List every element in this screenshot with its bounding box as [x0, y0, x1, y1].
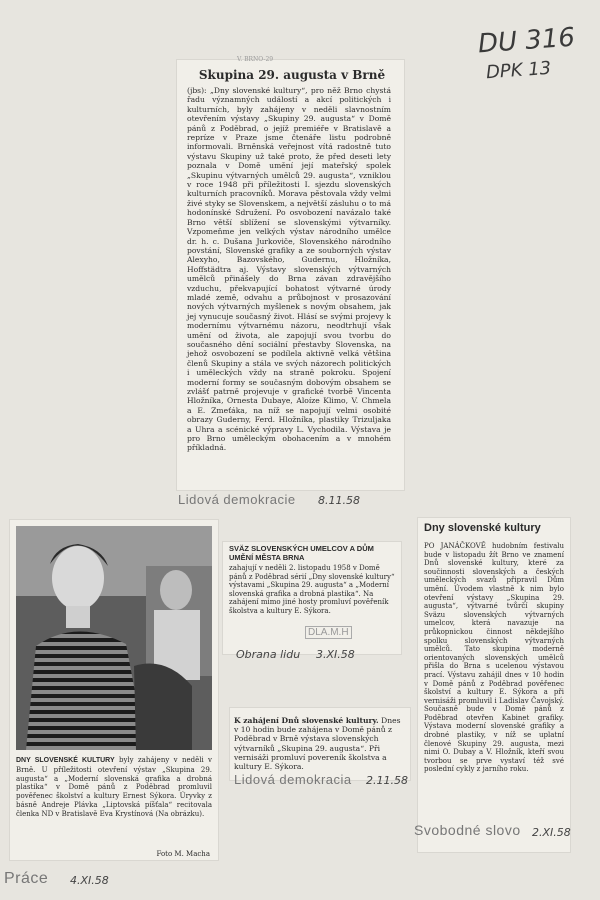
- source-date-obrana: 3.XI.58: [316, 648, 355, 661]
- article-title: Skupina 29. augusta v Brně: [198, 68, 386, 82]
- article-body: zahajují v neděli 2. listopadu 1958 v Domě pánů z Poděbrad sérií „Dny slovenské kultury“ výstavami „Skupina 29. augusta“ a „Moderní slovenská grafika a drobná plastika“. Na zahájení mimo jiné hosty promluví pověřeník školstva a kultury E. Sýkora.: [229, 564, 397, 615]
- archive-note-1: DU 316: [477, 22, 576, 60]
- library-stamp: DLA.M.H: [305, 626, 352, 639]
- source-date-1: 8.11.58: [318, 494, 360, 507]
- source-lidova-demokracia: Lidová demokracia: [234, 772, 352, 787]
- article-dny-kultury: [418, 518, 570, 852]
- photo-article-clip: [10, 520, 218, 860]
- article-zahajeni: [230, 708, 410, 780]
- source-lidova-demokracie: Lidová demokracie: [178, 492, 296, 507]
- source-date-svobodne: 2.XI.58: [532, 826, 571, 839]
- caption-text: byly zahájeny v neděli v Brně. U příležitosti otevření výstav „Skupina 29. augusta“ a „Moderní slovenská grafika a drobná plastika“ v Domě pánů z Poděbrad promluvil pověřenec školství a kultury Ernest Sýkora. Úryvky z básně Andreje Plávka „Liptovská píšťala“ recitovala členka ND v Bratislavě Eva Krystínová (Na obrázku).: [16, 756, 215, 818]
- photo-caption: [16, 756, 215, 856]
- source-obrana-lidu: Obrana lidu: [236, 648, 301, 661]
- article-lead: K zahájení Dnů slovenské kultury.: [234, 716, 379, 725]
- source-date-zahajeni: 2.11.58: [366, 774, 408, 787]
- source-date-prace: 4.XI.58: [70, 874, 109, 887]
- article-text: Dnes v 10 hodin bude zahájena v Domě pánů z Poděbrad v Brně výstava slovenských výtvarníků „Skupina 29. augusta“. Při vernisáži promluví povereník školstva a kultury E. Sýkora.: [234, 716, 403, 772]
- woman-portrait-photo: [16, 526, 212, 750]
- caption-lead: DNY SLOVENSKÉ KULTURY: [16, 757, 115, 764]
- article-body: PO JANÁČKOVĚ hudobním festivalu bude v listopadu žít Brno ve znamení Dnů slovenské kultury, které za součinnosti slovenských a českých uměleckých svazů připravil Dům umění. Úvodem vlastně k nim bylo otevření výstavy „Skupina 29. augusta“, výtvarné tvůrčí skupiny Sväzu slovenských výtvarných umelcov, která navazuje na průkopnickou činnost někdejšího spolku slovenských výtvarných umělců. Tato skupina moderně orientovaných slovenských umělců přišla do Brna s ucelenou výstavou prací. Výstavu zahájil dnes v 10 hodin v Domě pánů z Poděbrad pověřenec školství a kultury E. Sýkora a při vernisáži promluvil i Ladislav Čavojský. Současně bude v Domě pánů z Poděbrad otevřen Kabinet grafiky. Výstava moderní slovenské grafiky a drobné plastiky, v níž se uplatní členové Skupiny 29. augusta, mezi nimi O. Dubay a V. Hložník, kteří svou tvorbou se prve vystaví též své poslední cykly z jarního roku.: [424, 542, 567, 774]
- article-svaz-umelcov: [223, 542, 401, 654]
- clipping-header-scrap: V. BRNO-29: [237, 56, 274, 63]
- archive-note-2: DPK 13: [485, 57, 552, 84]
- article-skupina-v-brne: [177, 56, 404, 490]
- article-headline: SVÄZ SLOVENSKÝCH UMELCOV A DŮM UMĚNÍ MĚSTA BRNA: [229, 544, 374, 562]
- photo-credit: Foto M. Macha: [156, 850, 210, 858]
- source-svobodne-slovo: Svobodné slovo: [414, 822, 521, 838]
- article-body: (jbs): „Dny slovenské kultury“, pro něž Brno chystá řadu významných událostí a akcí politických i kulturních, byly zahájeny v neděli slavnostním otevřením výstavy „Skupiny 29. augusta“ v Domě pánů z Poděbrad, o jejíž premiéře v Bratislavě a repríze v Praze jsme čtenáře listu podrobně informovali. Brněnská veřejnost vítá radostně tuto výstavu Skupiny už také proto, že před deseti lety poznala v Domě umění její mateřský spolek „Skupinu výtvarných umělců 29. augusta“, vzniklou v roce 1948 při příležitosti I. sjezdu slovenských kulturních pracovníků. Morava pěstovala vždy velmi živé styky se Slovenskem, a největší zásluhu o to má hodonínské Sdružení. Po osvobození navázalo také Brno větší sblížení se slovenskými výtvarníky. Vzpomeňme jen velkých výstav národního umělce dr. h. c. Dušana Jurkoviče, Slovenského národního povstání, Slovenské grafiky a ze souborných výstav Alexyho, Bazovského, Gudernu, Hložníka, Hoffstädtra aj. Výstavy slovenských výtvarných umělců přinášely do Brna závan zdravějšího vzduchu, překvapující bohatost výtvarné úrody mladé země, odvahu a průbojnost v prosazování nových výtvarných myšlenek s novým obsahem, jak jej vynucuje současný život. Hlásí se svými projevy k modernímu výtvarnému názoru, neodtrhují však umění od života, ale zapojují svou tvorbu do současného dění sociální přestavby Slovenska, na jehož osvobození se podílela aktivně velká většina členů Skupiny a stála ve svých názorech politických i uměleckých vždy na straně pokroku. Spojení moderní formy se současným dobovým obsahem se zvlášť patrně projevuje v grafické tvorbě Vincenta Hložníka, Ornesta Dubaye, Aloíze Klimo, V. Chmela a E. Zmeťáka, na níž se napojují velmi osobité obrazy Guderny, Ferd. Hložníka, plastiky Trizuljaka a Uhra a scénické výpravy L. Vychodila. Výstava je pro Brno uměleckým obohacením a v mnohém příkladná.: [187, 86, 394, 453]
- article-body: [234, 716, 406, 771]
- source-prace: Práce: [4, 870, 49, 887]
- article-title: Dny slovenské kultury: [424, 522, 541, 534]
